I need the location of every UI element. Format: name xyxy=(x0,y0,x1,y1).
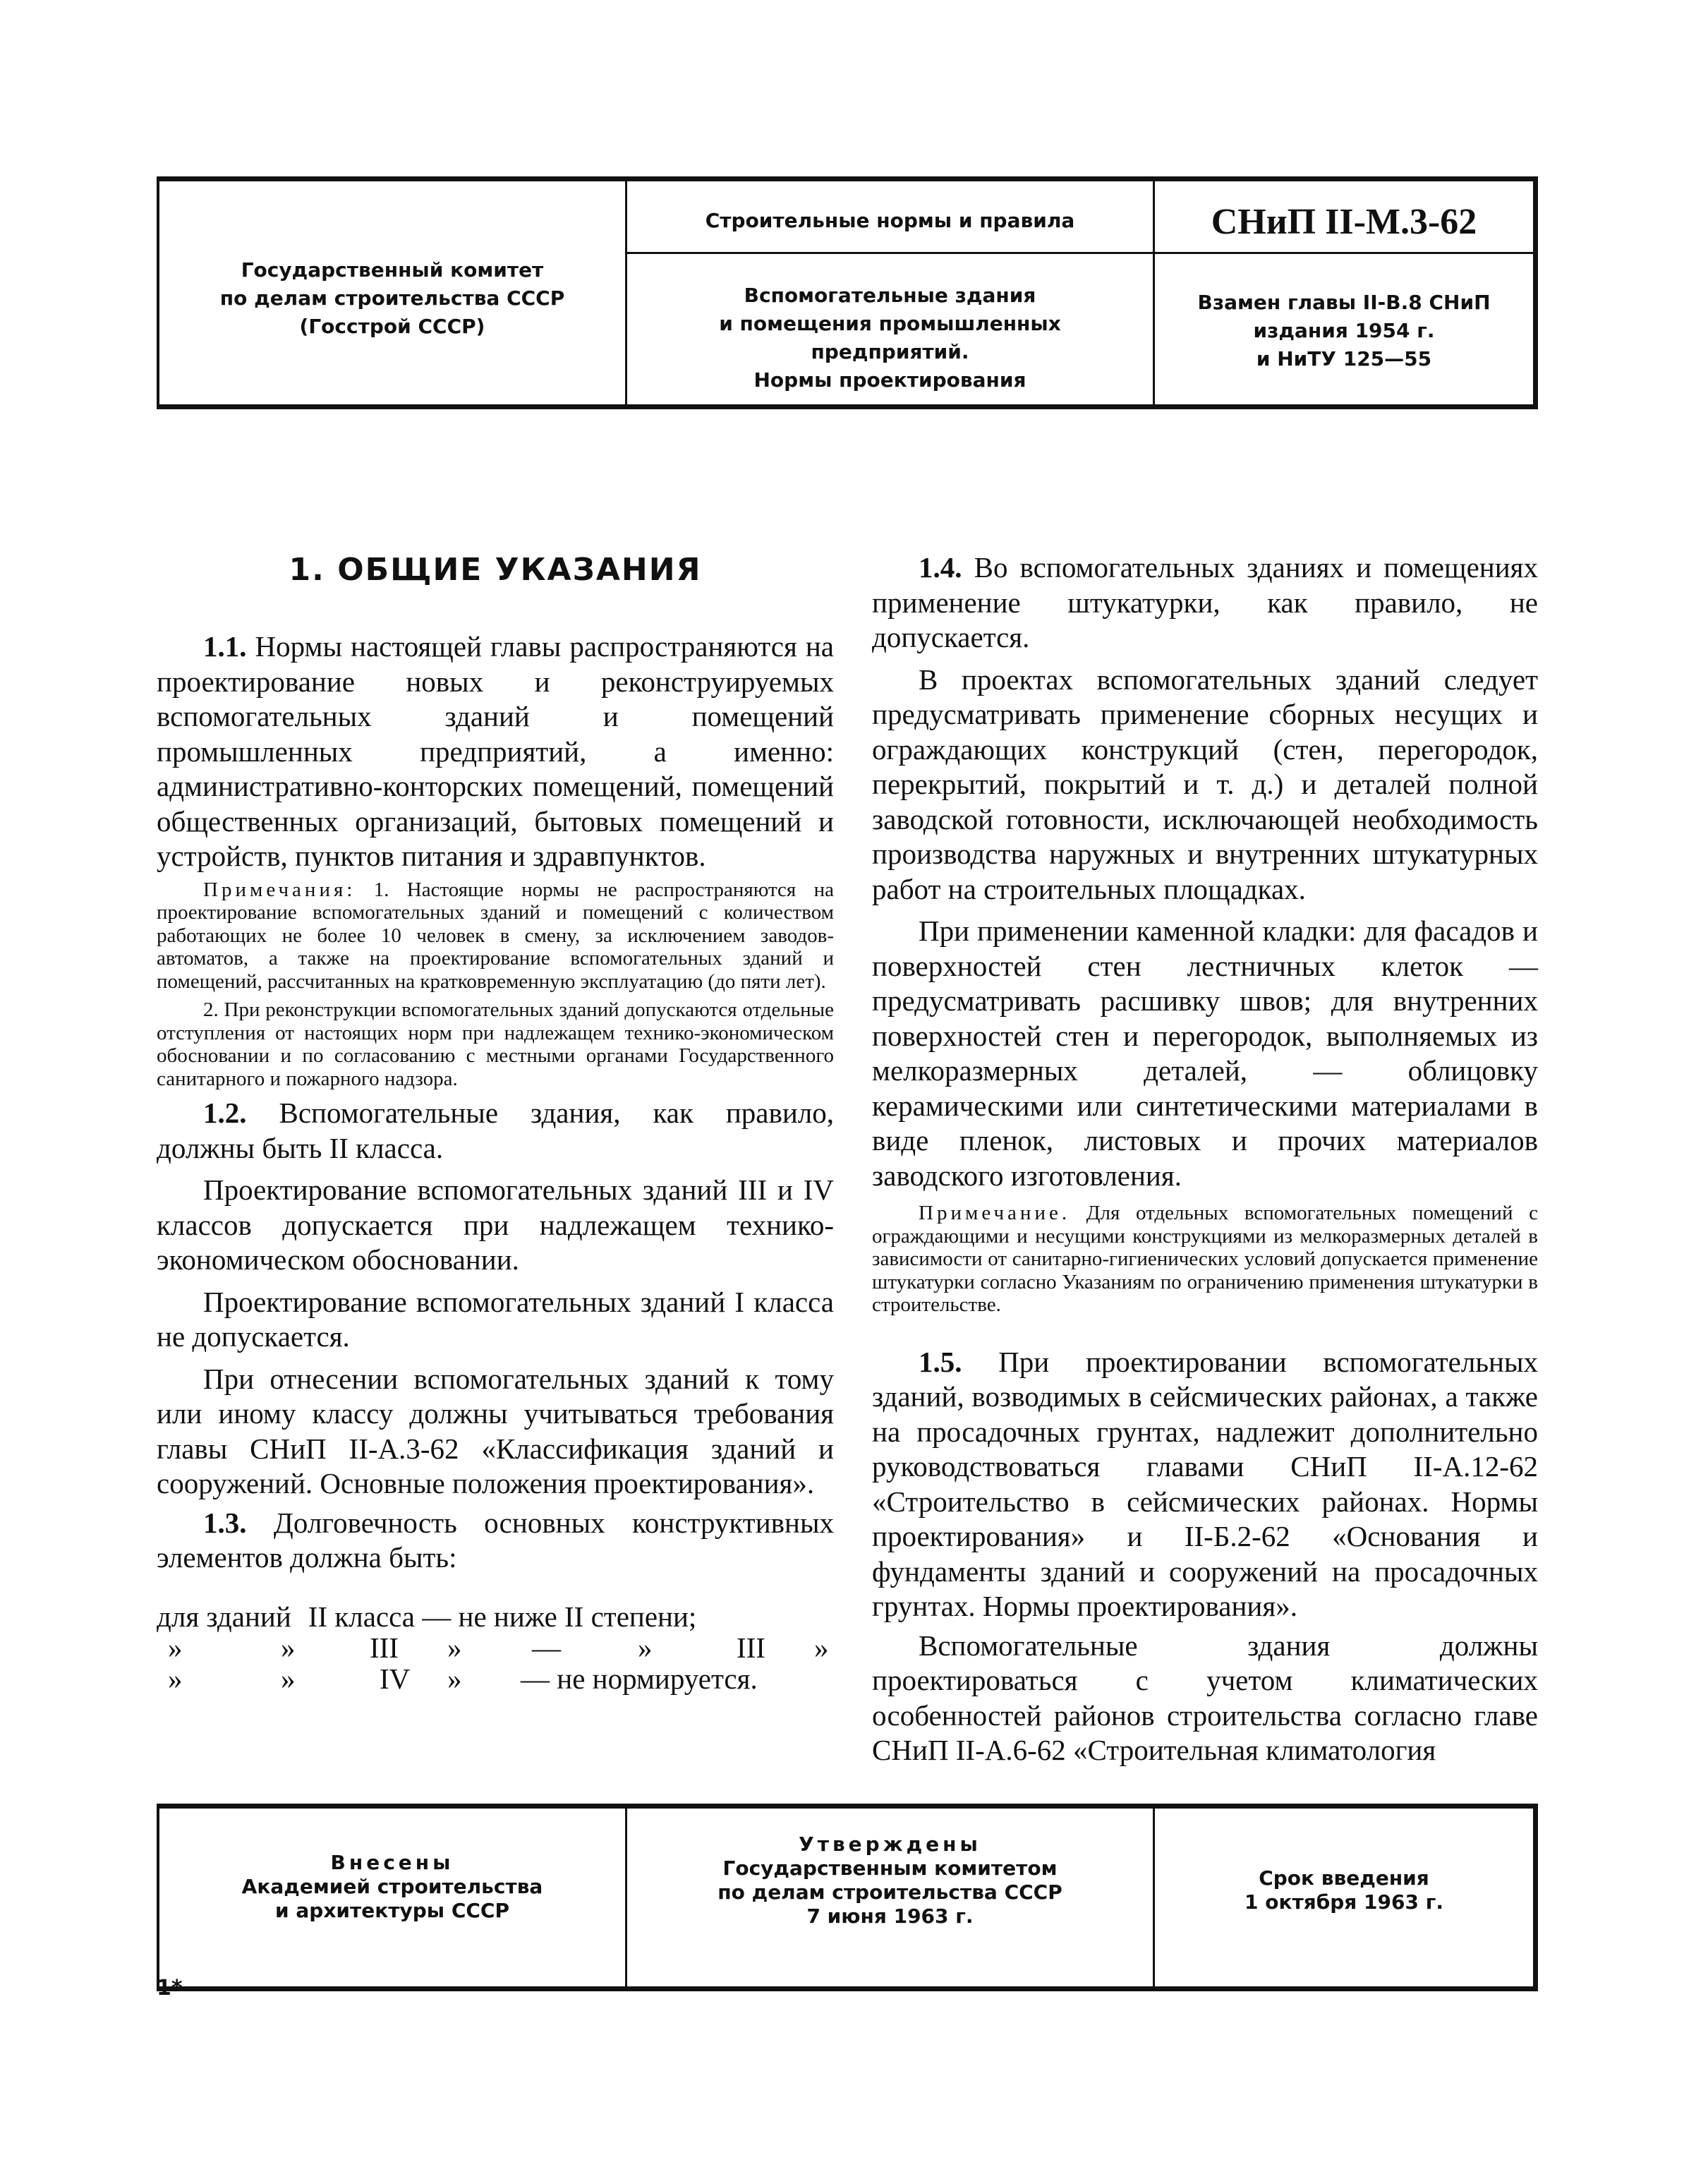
document-title-line: и помещения промышленных xyxy=(719,312,1061,335)
replaces-line: Взамен главы II-В.8 СНиП xyxy=(1197,291,1491,314)
clause-number: 1.4. xyxy=(919,551,962,584)
paragraph-1-5b: Вспомогательные здания должны проектироваться с учетом климатических особенностей районов строительства согласно главе СНиП II-А.6-62 «Строительная климатология xyxy=(872,1629,1538,1766)
left-column xyxy=(157,550,834,1694)
document-title-line: Вспомогательные здания xyxy=(744,284,1036,307)
paragraph-1-1: 1.1. Нормы настоящей главы распространяются на проектирование новых и реконструируемых вспомогательных зданий и помещений промышленных предприятий, а именно: административно-конторских помещений, помещений общественных организаций, бытовых помещений и устройств, пунктов питания и здравпунктов. xyxy=(157,630,834,872)
note-1: Примечания: 1. Настоящие нормы не распространяются на проектирование вспомогательных зданий и помещений с количеством работающих не более 10 человек в смену, за исключением заводов-автоматов, а также на проектирование вспомогательных зданий и помещений, рассчитанных на кратковременную эксплуатацию (до пяти лет). xyxy=(157,878,834,993)
paragraph-1-2c: Проектирование вспомогательных зданий I класса не допускается. xyxy=(157,1285,834,1353)
introduced-label: Внесены xyxy=(330,1851,454,1874)
introduced-line: и архитектуры СССР xyxy=(275,1899,509,1922)
approved-line: 7 июня 1963 г. xyxy=(806,1905,974,1928)
section-title: 1. ОБЩИЕ УКАЗАНИЯ xyxy=(289,552,702,588)
approved-line: по делам строительства СССР xyxy=(717,1881,1062,1904)
norms-label: Строительные нормы и правила xyxy=(705,209,1075,232)
clause-number: 1.3. xyxy=(203,1506,247,1539)
clause-number: 1.2. xyxy=(203,1097,247,1129)
paragraph-1-4c: При применении каменной кладки: для фасадов и поверхностей стен лестничных клеток — предусматривать расшивку швов; для внутренних поверхностей стен и перегородок, выполняемых из мелкоразмерных деталей, — облицовку керамическими или синтетическими материалами в виде пленок, листовых и прочих материалов заводского изготовления. xyxy=(872,915,1538,1192)
effective-line: Срок введения xyxy=(1259,1866,1429,1890)
document-code: СНиП II-М.3-62 xyxy=(1211,202,1477,242)
effective-line: 1 октября 1963 г. xyxy=(1244,1890,1443,1914)
document-title-line: Нормы проектирования xyxy=(753,368,1026,392)
clause-number: 1.5. xyxy=(919,1345,962,1378)
durability-row: для зданий II класса — не ниже II степени; xyxy=(157,1600,697,1633)
paragraph-1-2b: Проектирование вспомогательных зданий III и IV классов допускается при надлежащем технико-экономическом обосновании. xyxy=(157,1173,834,1276)
durability-row: » » IV » — не нормируется. xyxy=(168,1662,758,1695)
document-title-line: предприятий. xyxy=(811,340,969,363)
paragraph-1-4b: В проектах вспомогательных зданий следует предусматривать применение сборных несущих и ограждающих конструкций (стен, перегородок, перекрытий, покрытий и т. д.) и деталей полной заводской готовности, исключающей необходимость производства наружных и внутренних штукатурных работ на строительных площадках. xyxy=(872,663,1538,905)
note-label: Примечания: xyxy=(203,878,356,901)
replaces-line: издания 1954 г. xyxy=(1253,319,1435,342)
durability-row: » » III » — » III » xyxy=(168,1631,829,1664)
paragraph-1-2: 1.2. Вспомогательные здания, как правило, должны быть II класса. xyxy=(157,1097,834,1164)
header-divider xyxy=(625,252,1533,254)
introduced-line: Академией строительства xyxy=(241,1875,543,1898)
note-label: Примечание. xyxy=(919,1202,1071,1224)
replaces-line: и НиТУ 125—55 xyxy=(1256,347,1432,370)
approved-block xyxy=(627,1833,1153,1928)
issuer-line: по делам строительства СССР xyxy=(219,286,565,310)
replaces-block xyxy=(1155,289,1533,373)
approved-label: Утверждены xyxy=(799,1833,981,1856)
issuer-block xyxy=(159,256,625,341)
note-2: 2. При реконструкции вспомогательных зданий допускаются отдельные отступления от настоящих норм при надлежащем технико-экономическом обосновании и по согласованию с местными органами Государственного санитарного и пожарного надзора. xyxy=(157,998,834,1090)
page-mark: 1* xyxy=(157,1976,183,2000)
approved-line: Государственным комитетом xyxy=(722,1857,1058,1880)
document-footer xyxy=(157,1804,1538,1991)
paragraph-1-3: 1.3. Долговечность основных конструктивных элементов должна быть: xyxy=(157,1506,834,1574)
durability-list xyxy=(157,1601,834,1694)
right-column xyxy=(872,550,1538,1773)
document-title xyxy=(627,282,1153,394)
introduced-block xyxy=(159,1851,625,1923)
paragraph-1-4: 1.4. Во вспомогательных зданиях и помещениях применение штукатурки, как правило, не допускается. xyxy=(872,551,1539,653)
clause-number: 1.1. xyxy=(203,630,247,663)
document-header xyxy=(157,176,1538,409)
effective-block xyxy=(1155,1866,1533,1914)
paragraph-1-2d: При отнесении вспомогательных зданий к тому или иному классу должны учитываться требования главы СНиП II-А.3-62 «Классификация зданий и сооружений. Основные положения проектирования». xyxy=(157,1362,834,1499)
issuer-line: (Госстрой СССР) xyxy=(299,315,485,338)
paragraph-1-5: 1.5. При проектировании вспомогательных зданий, возводимых в сейсмических районах, а также на просадочных грунтах, надлежит дополнительно руководствоваться главами СНиП II-А.12-62 «Строительство в сейсмических районах. Нормы проектирования» и II-Б.2-62 «Основания и фундаменты зданий и сооружений на просадочных грунтах. Нормы проектирования». xyxy=(872,1345,1539,1622)
issuer-line: Государственный комитет xyxy=(241,258,544,282)
note-1-4: Примечание. Для отдельных вспомогательных помещений с ограждающими и несущими конструкциями из мелкоразмерных деталей в зависимости от санитарно-гигиенических условий допускается применение штукатурки согласно Указаниям по ограничению применения штукатурки в строительстве. xyxy=(872,1202,1538,1316)
